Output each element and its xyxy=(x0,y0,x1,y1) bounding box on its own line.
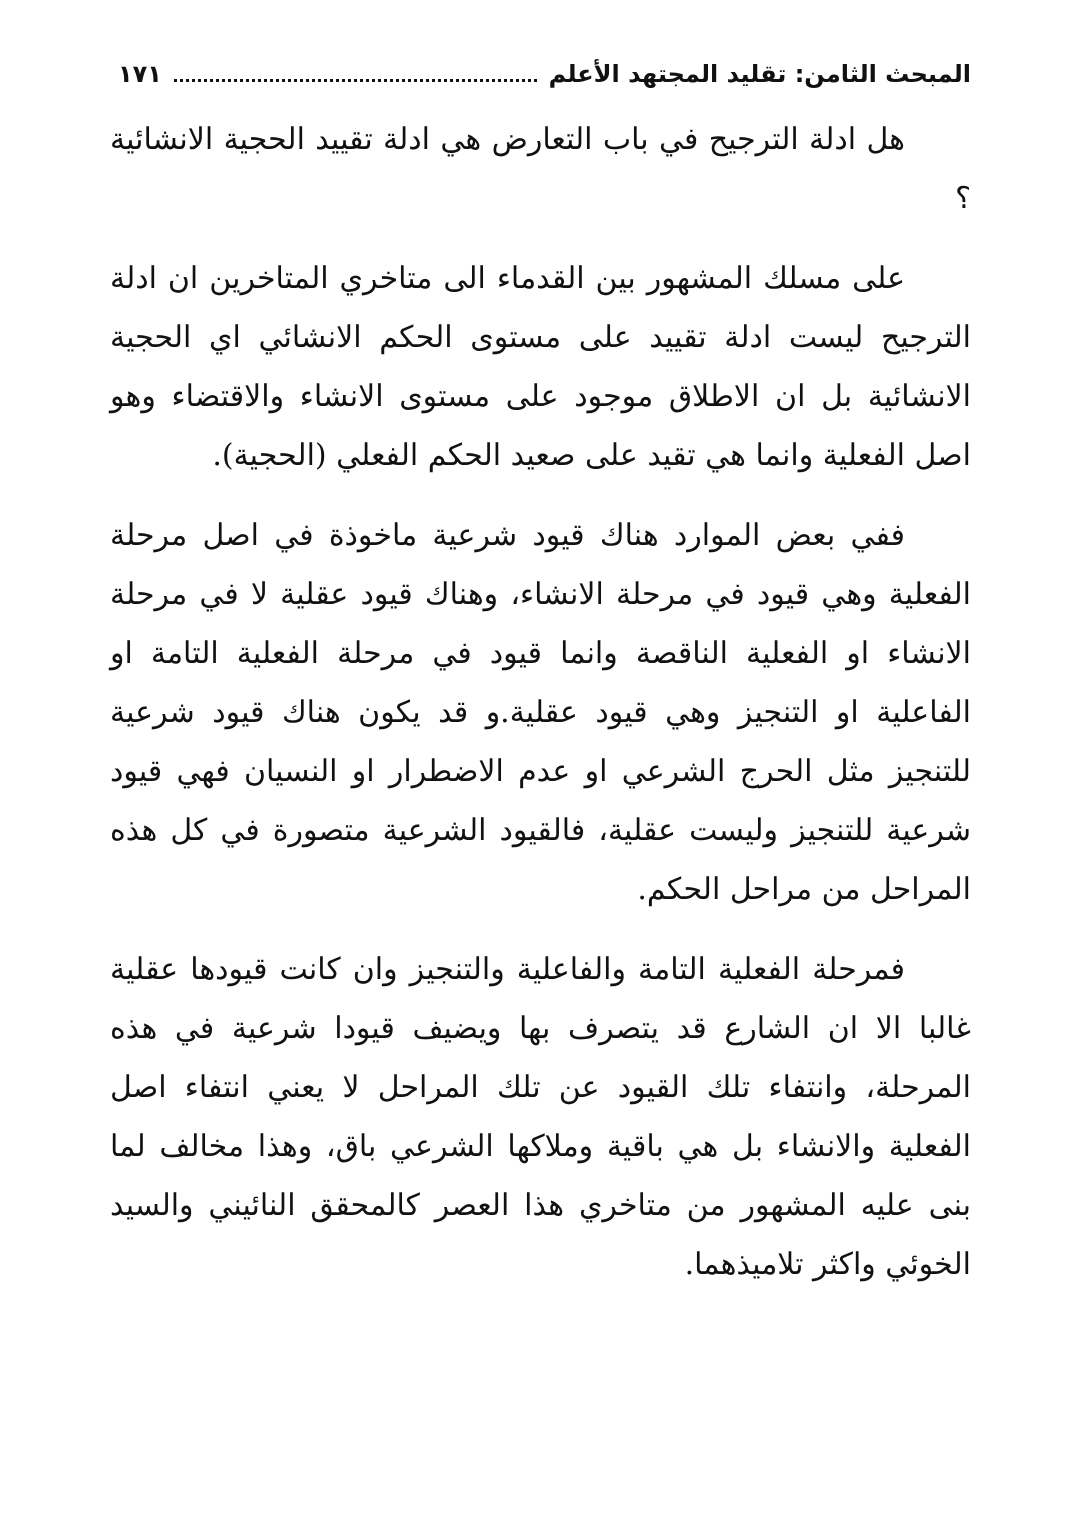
running-title: المبحث الثامن: تقليد المجتهد الأعلم xyxy=(548,60,971,88)
paragraph-question: هل ادلة الترجيح في باب التعارض هي ادلة تقييد الحجية الانشائية ؟ xyxy=(110,122,971,216)
paragraph-mashhur-view: على مسلك المشهور بين القدماء الى متاخري المتاخرين ان ادلة الترجيح ليست ادلة تقييد على مستوى الحكم الانشائي اي الحجية الانشائية بل ان الاطلاق موجود على مستوى الانشاء والاقتضاء وهو اصل الفعلية وانما هي تقيد على صعيد الحكم الفعلي (الحجية). xyxy=(110,261,971,473)
running-header xyxy=(118,52,971,96)
page-body xyxy=(110,110,971,1315)
leader-dots xyxy=(174,79,537,82)
paragraph-shari-constraints: ففي بعض الموارد هناك قيود شرعية ماخوذة في اصل مرحلة الفعلية وهي قيود في مرحلة الانشاء، وهناك قيود عقلية لا في مرحلة الانشاء او الفعلية الناقصة وانما قيود في مرحلة الفعلية التامة او الفاعلية او التنجيز وهي قيود عقلية.و قد يكون هناك قيود شرعية للتنجيز مثل الحرج الشرعي او عدم الاضطرار او النسيان فهي قيود شرعية للتنجيز وليست عقلية، فالقيود الشرعية متصورة في كل هذه المراحل من مراحل الحكم. xyxy=(110,518,971,907)
paragraph-conclusion: فمرحلة الفعلية التامة والفاعلية والتنجيز وان كانت قيودها عقلية غالبا الا ان الشارع قد يتصرف بها ويضيف قيودا شرعية في هذه المرحلة، وانتفاء تلك القيود عن تلك المراحل لا يعني انتفاء اصل الفعلية والانشاء بل هي باقية وملاكها الشرعي باق، وهذا مخالف لما بنى عليه المشهور من متاخري هذا العصر كالمحقق النائيني والسيد الخوئي واكثر تلاميذهما. xyxy=(110,952,971,1282)
page-number: ١٧١ xyxy=(118,60,162,88)
